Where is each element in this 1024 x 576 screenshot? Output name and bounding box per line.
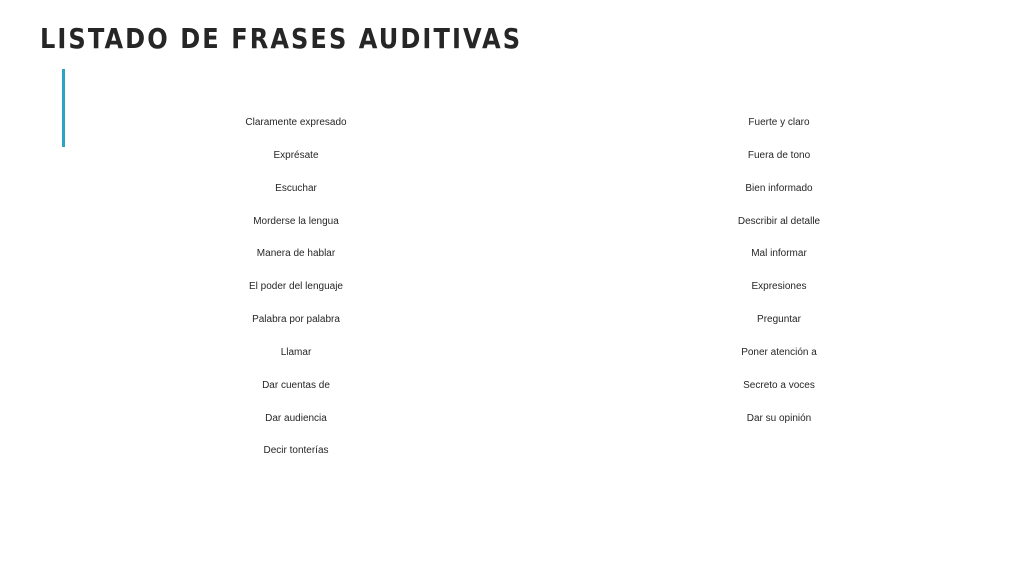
list-item: Escuchar	[275, 182, 317, 194]
list-item: Dar cuentas de	[262, 379, 330, 391]
list-item: Morderse la lengua	[253, 215, 339, 227]
list-item: Palabra por palabra	[252, 314, 340, 326]
list-item: Claramente expresado	[245, 117, 347, 128]
phrase-list-right	[679, 114, 879, 442]
list-item: Decir tonterías	[263, 445, 329, 457]
list-item: Fuera de tono	[747, 149, 811, 161]
list-item: Poner atención a	[741, 346, 817, 358]
list-item: Exprésate	[273, 149, 319, 161]
list-item: Expresiones	[751, 281, 807, 293]
page-title: LISTADO DE FRASES AUDITIVAS	[40, 22, 523, 55]
list-item: Fuerte y claro	[748, 117, 810, 128]
list-item: Manera de hablar	[256, 248, 336, 260]
list-item: Dar su opinión	[746, 412, 812, 424]
list-item: Preguntar	[757, 314, 801, 326]
list-item: Dar audiencia	[265, 412, 327, 424]
phrase-list-left	[196, 114, 396, 475]
list-item: Bien informado	[745, 182, 813, 194]
list-item: Secreto a voces	[743, 379, 815, 391]
accent-bar	[62, 69, 65, 147]
list-item: Mal informar	[751, 248, 807, 260]
list-item: Llamar	[280, 346, 312, 358]
list-item: Describir al detalle	[737, 215, 821, 227]
list-item: El poder del lenguaje	[249, 281, 343, 293]
